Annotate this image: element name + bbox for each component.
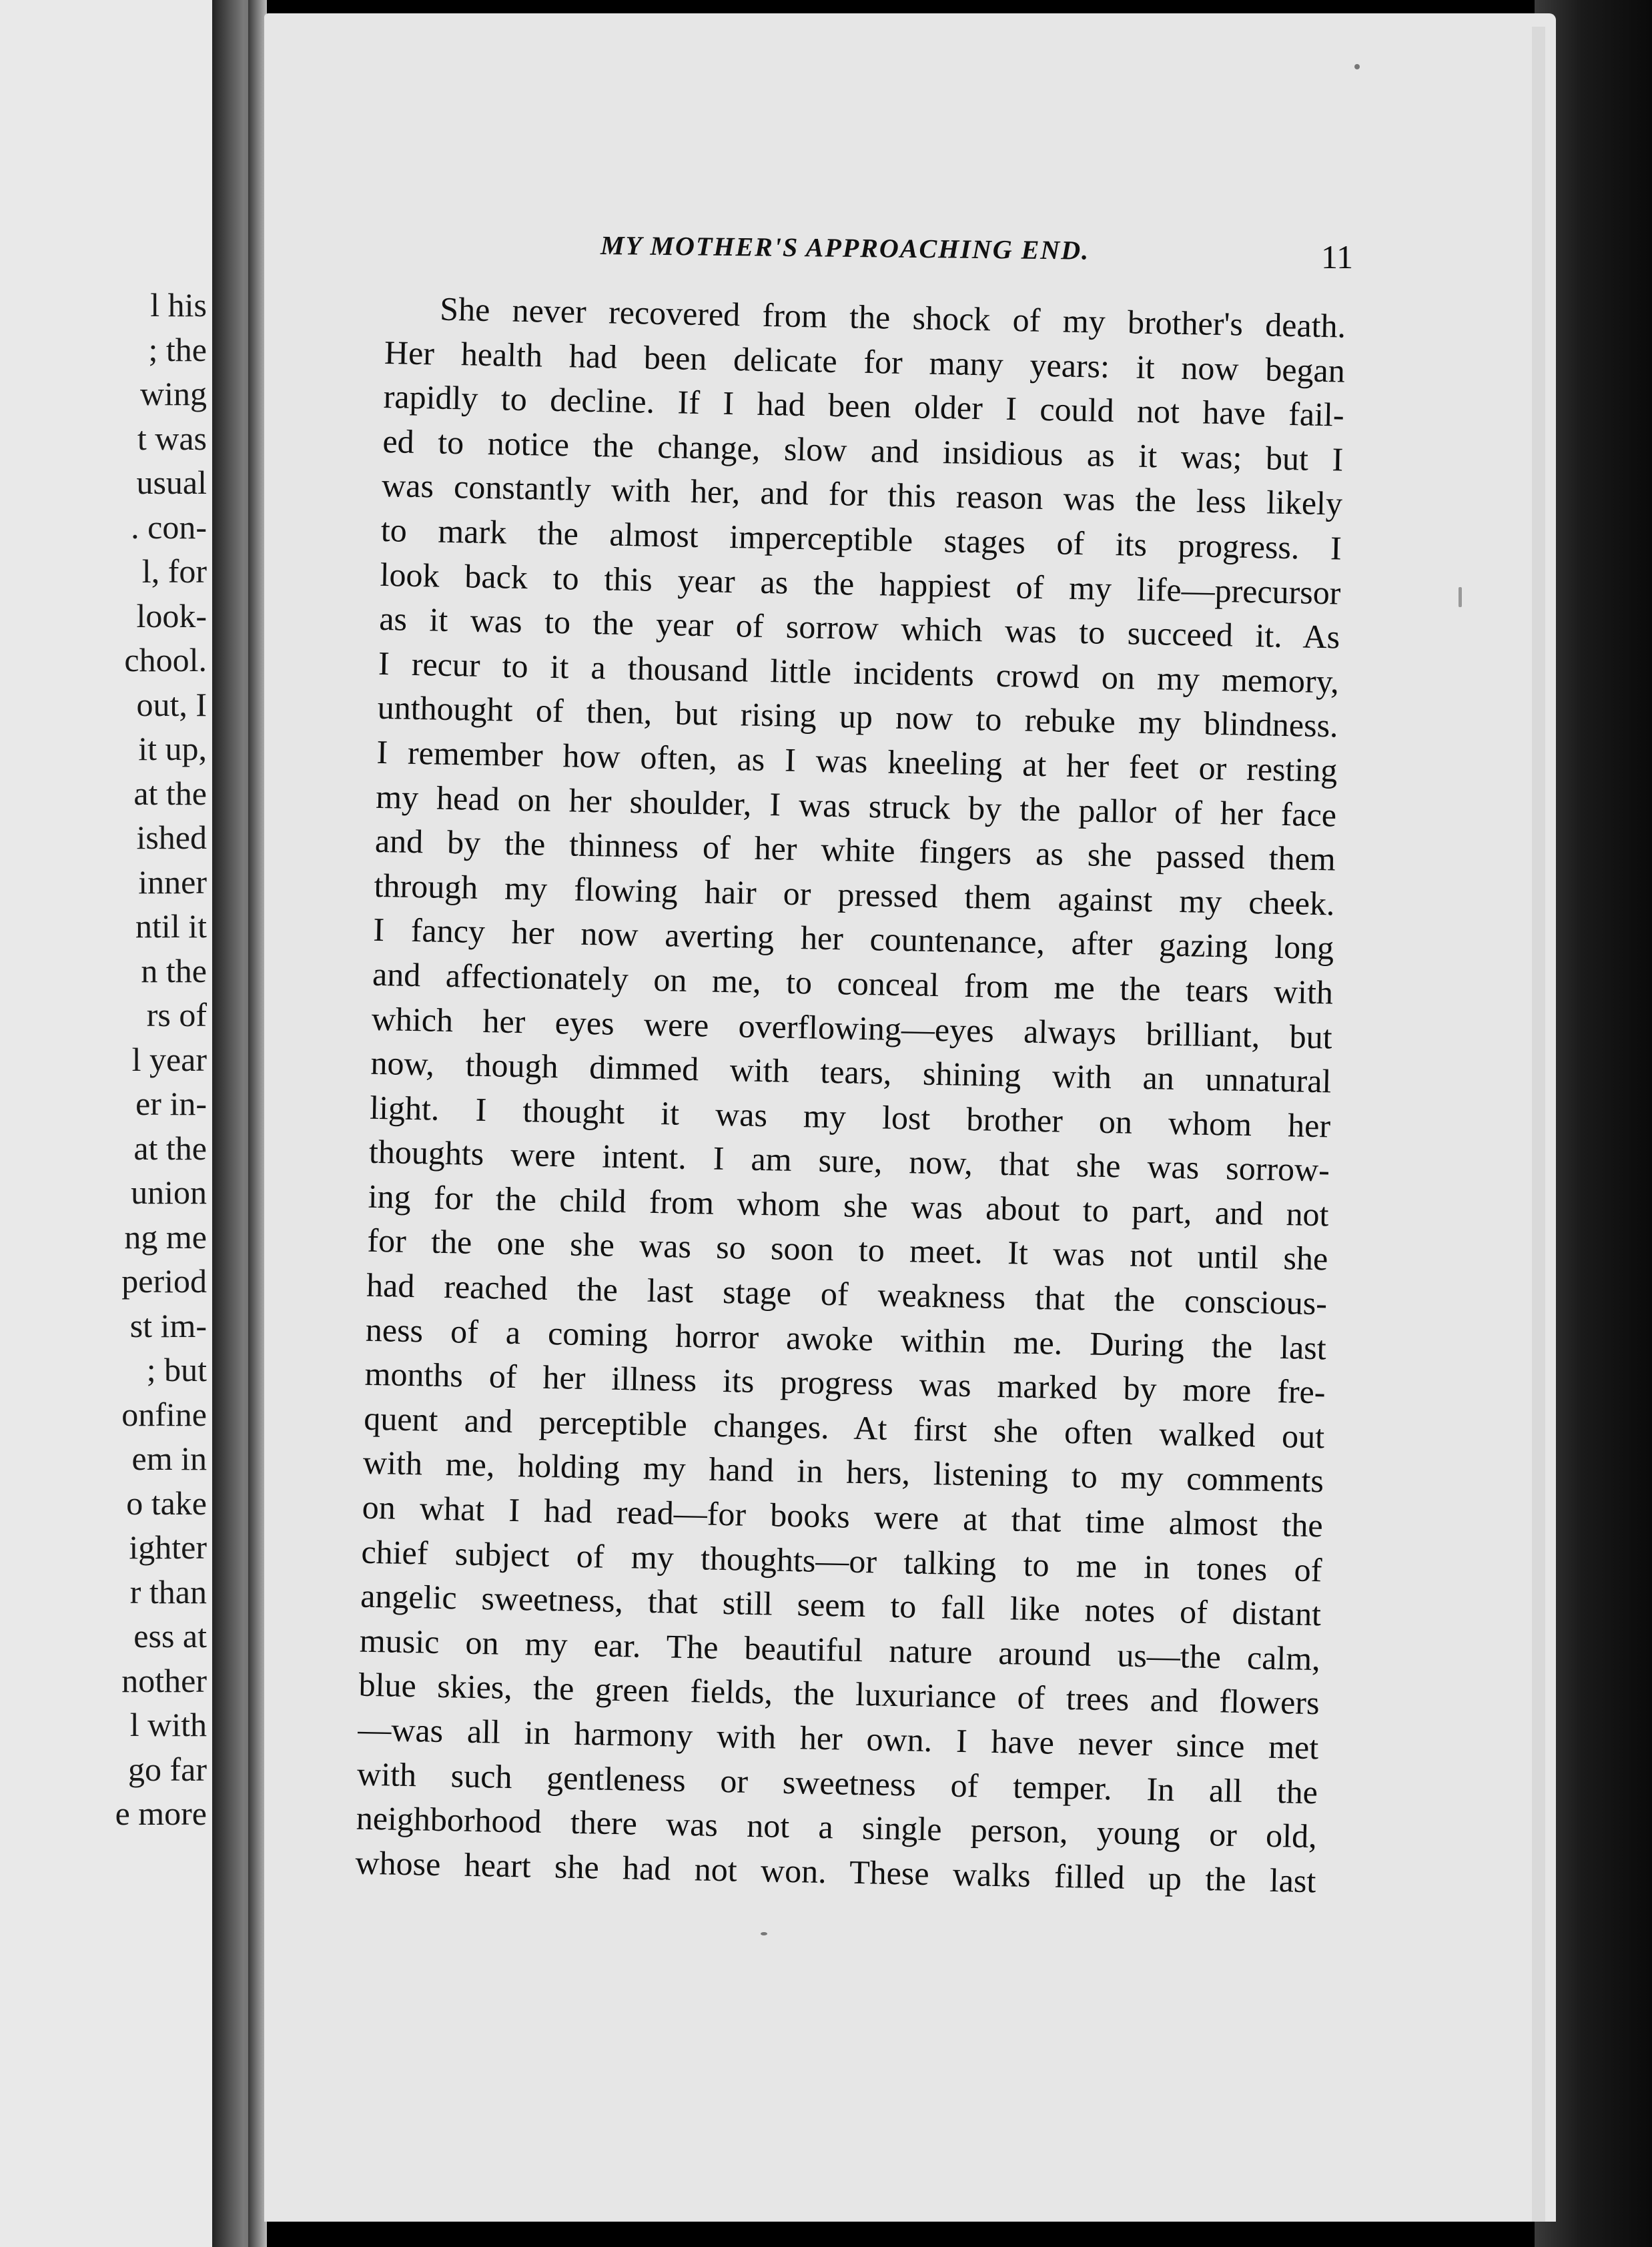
left-page-line: usual [136, 464, 207, 501]
left-page-line: ess at [133, 1617, 207, 1655]
body-line: chief subject of my thoughts—or talking to me in tones of [361, 1532, 1322, 1589]
body-line: ing for the child from whom she was about to part, and not [368, 1177, 1330, 1234]
body-line: Her health had been delicate for many years: it now began [384, 333, 1346, 390]
body-line: quent and perceptible changes. At first she often walked out [363, 1399, 1325, 1456]
left-page-line: . con- [131, 508, 207, 546]
body-line: as it was to the year of sorrow which was to succeed it. As [378, 600, 1340, 656]
body-line: ness of a coming horror awoke within me. During the last [365, 1310, 1327, 1367]
body-line: my head on her shoulder, I was struck by the pallor of her face [375, 777, 1337, 834]
left-page-line: l, for [141, 552, 207, 590]
left-page-line: ntil it [135, 907, 207, 945]
left-page-line: o take [126, 1484, 207, 1522]
left-page-line: it up, [138, 730, 207, 767]
body-line: on what I had read—for books were at that time almost the [362, 1488, 1324, 1544]
left-page-line: l with [129, 1706, 207, 1743]
body-line: She never recovered from the shock of my brother's death. [439, 290, 1346, 345]
left-page-line: at the [133, 1129, 207, 1167]
left-page-fragment [0, 0, 212, 2247]
body-line: with me, holding my hand in hers, listening to my comments [362, 1444, 1324, 1500]
body-line: whose heart she had not won. These walks filled up the last [355, 1843, 1316, 1899]
page-number: 11 [1321, 238, 1354, 276]
left-page-line: l his [150, 286, 207, 324]
scan-speck [1459, 587, 1462, 607]
body-line: neighborhood there was not a single person, young or old, [356, 1799, 1318, 1855]
right-page-edge [1532, 27, 1545, 2222]
body-line: look back to this year as the happiest of my life—precursor [380, 555, 1341, 612]
left-page-line: rs of [146, 996, 207, 1033]
left-page-line: nother [121, 1661, 207, 1699]
left-page-line: wing [140, 375, 207, 412]
left-page-line: ; the [148, 330, 207, 368]
left-page-line: ; but [146, 1351, 207, 1388]
body-line: and affectionately on me, to conceal from me the tears with [372, 955, 1334, 1011]
body-line: unthought of then, but rising up now to rebuke my blindness. [377, 689, 1339, 745]
left-page-text [0, 283, 207, 1836]
left-page-line: at the [133, 774, 207, 812]
body-line: blue skies, the green fields, the luxuriance of trees and flowers [358, 1666, 1320, 1722]
body-line: I fancy her now averting her countenance, after gazing long [372, 911, 1334, 967]
running-head: MY MOTHER'S APPROACHING END. [600, 230, 1090, 266]
left-page-line: e more [115, 1795, 207, 1832]
body-line: —was all in harmony with her own. I have never since met [357, 1710, 1319, 1767]
body-line: with such gentleness or sweetness of temper. In all the [356, 1755, 1318, 1811]
left-page-line: l year [131, 1040, 207, 1078]
body-line: for the one she was so soon to meet. It was not until she [366, 1222, 1328, 1278]
left-page-line: out, I [136, 685, 207, 723]
left-page-line: er in- [135, 1085, 207, 1122]
body-line: and by the thinness of her white fingers as she passed them [374, 821, 1336, 878]
body-line: I recur to it a thousand little incidents crowd on my memory, [378, 644, 1340, 701]
body-line: through my flowing hair or pressed them against my cheek. [374, 866, 1336, 923]
body-line: had reached the last stage of weakness that the conscious- [366, 1266, 1328, 1322]
body-line: thoughts were intent. I am sure, now, that she was sorrow- [368, 1133, 1330, 1189]
left-page-line: inner [138, 863, 207, 901]
body-line: rapidly to decline. If I had been older I could not have fail- [383, 378, 1345, 434]
body-line: ed to notice the change, slow and insidious as it was; but I [382, 422, 1344, 478]
left-page-line: union [131, 1174, 207, 1211]
left-page-line: n the [141, 951, 207, 989]
body-text [355, 286, 1346, 1903]
left-page-line: st im- [129, 1306, 207, 1344]
body-line: which her eyes were overflowing—eyes always brilliant, but [371, 999, 1333, 1055]
body-line: I remember how often, as I was kneeling at her feet or resting [376, 733, 1338, 789]
body-line: light. I thought it was my lost brother on whom her [369, 1088, 1331, 1145]
left-page-line: ng me [124, 1218, 207, 1256]
left-page-line: look- [136, 596, 207, 634]
left-page-line: ished [136, 819, 207, 856]
scan-speck [1354, 64, 1360, 69]
scan-speck [761, 1932, 767, 1935]
left-page-line: ighter [129, 1528, 207, 1566]
left-page-line: period [121, 1262, 207, 1300]
body-line: music on my ear. The beautiful nature around us—the calm, [359, 1621, 1321, 1678]
left-page-line: chool. [124, 641, 207, 679]
body-line: angelic sweetness, that still seem to fall like notes of distant [360, 1577, 1322, 1633]
body-line: now, though dimmed with tears, shining with an unnatural [370, 1043, 1332, 1100]
left-page-line: em in [131, 1440, 207, 1477]
left-page-line: r than [129, 1572, 207, 1611]
body-line: to mark the almost imperceptible stages of its progress. I [380, 510, 1342, 567]
body-line: was constantly with her, and for this reason was the less likely [381, 466, 1343, 522]
left-page-line: go far [128, 1750, 207, 1788]
left-page-line: onfine [121, 1395, 207, 1433]
body-line: months of her illness its progress was marked by more fre- [364, 1354, 1326, 1411]
left-page-line: t was [137, 419, 207, 457]
